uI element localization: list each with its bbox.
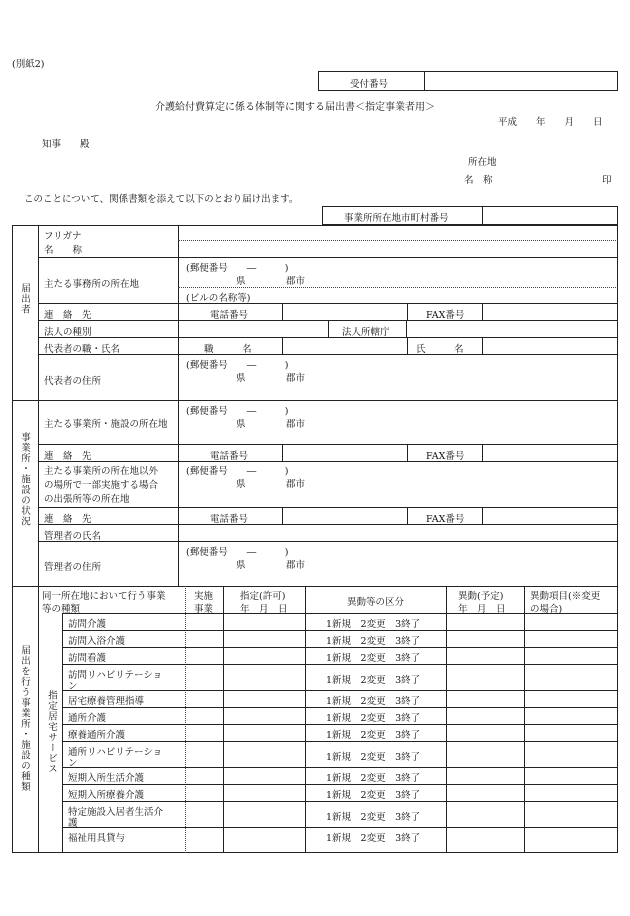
implementation-cell[interactable] [186,742,222,766]
change-item-cell[interactable] [525,725,617,740]
change-date-cell[interactable] [447,828,523,843]
service-name-continued: ン [68,681,78,692]
implementation-cell[interactable] [186,785,222,800]
change-item-cell[interactable] [525,614,617,629]
phone-field-2[interactable] [283,445,406,460]
corp-type-field[interactable] [180,321,327,336]
in-home-services-group-label: 指定居宅サービス [46,690,57,774]
branch-location-label-3: の出張所等の所在地 [44,494,130,505]
district-3: 郡市 [286,419,306,430]
change-type-options[interactable]: 1新規 2変更 3終了 [326,752,421,763]
service-name: 居宅療養管理指導 [68,696,145,707]
col-change-date-1: 異動(予定) [458,591,504,602]
prefecture-3: 県 [236,419,246,430]
implementation-cell[interactable] [186,614,222,629]
rep-address-label: 代表者の住所 [44,376,102,387]
rep-title-label: 職 名 [204,344,252,355]
manager-name-field[interactable] [180,525,616,540]
change-date-cell[interactable] [447,708,523,723]
furigana-label: フリガナ [44,231,82,242]
applicant-name-row-label: 名 称 [44,245,83,256]
designation-date-cell[interactable] [224,742,304,766]
district-2: 郡市 [286,373,306,384]
service-name: 福祉用具貸与 [68,833,126,844]
facility-section-label: 事業所・施設の状況 [19,432,30,527]
change-item-cell[interactable] [525,828,617,843]
postal-code-2: (郵便番号 ― ) [186,360,289,371]
service-name: 訪問リハビリテーショ [68,670,163,681]
change-date-cell[interactable] [447,725,523,740]
postal-code-4: (郵便番号 ― ) [186,466,289,477]
designation-date-cell[interactable] [224,648,304,663]
fax-label-3: FAX番号 [426,514,465,525]
change-item-cell[interactable] [525,691,617,706]
prefecture-1: 県 [236,276,246,287]
change-type-options[interactable]: 1新規 2変更 3終了 [326,636,421,647]
change-type-options[interactable]: 1新規 2変更 3終了 [326,812,421,823]
manager-name-label: 管理者の氏名 [44,531,102,542]
main-office-label: 主たる事務所の所在地 [44,279,140,290]
designation-date-cell[interactable] [224,665,304,689]
building-name-label: (ビルの名称等) [186,293,251,304]
district-5: 郡市 [286,560,306,571]
change-date-cell[interactable] [447,691,523,706]
rep-name-field[interactable] [483,338,617,353]
phone-label-1: 電話番号 [210,310,249,321]
prefecture-4: 県 [236,479,246,490]
col-designation-date-2: 年 月 日 [240,604,288,615]
applicant-section-label: 届出者 [19,283,30,315]
col-implementation-1: 実施 [194,591,214,602]
applicant-name-label: 名 称 [464,175,493,186]
facility-main-address-field[interactable] [180,401,616,443]
fax-field-1[interactable] [483,304,617,319]
col-service-type-1: 同一所在地において行う事業 [42,591,166,602]
phone-label-3: 電話番号 [210,514,249,525]
change-type-options[interactable]: 1新規 2変更 3終了 [326,790,421,801]
change-type-options[interactable]: 1新規 2変更 3終了 [326,696,421,707]
designation-date-cell[interactable] [224,614,304,629]
designation-date-cell[interactable] [224,631,304,646]
service-name: 療養通所介護 [68,730,126,741]
service-name-continued: ン [68,758,78,769]
contact-label-2: 連 絡 先 [44,451,92,462]
manager-address-field[interactable] [180,542,616,585]
fax-label-2: FAX番号 [426,451,465,462]
service-name: 短期入所療養介護 [68,790,145,801]
implementation-cell[interactable] [186,648,222,663]
col-change-date-2: 年 月 日 [458,604,506,615]
col-designation-date-1: 指定(許可) [240,591,286,602]
fax-label-1: FAX番号 [426,310,465,321]
corp-authority-label: 法人所轄庁 [342,327,390,338]
addressee: 知事 殿 [42,139,90,150]
change-date-cell[interactable] [447,631,523,646]
implementation-cell[interactable] [186,802,222,826]
district-4: 郡市 [286,479,306,490]
col-implementation-2: 事業 [194,604,214,615]
designation-date-cell[interactable] [224,802,304,826]
col-service-type-2: 等の種類 [42,604,81,615]
rep-name-label: 氏 名 [416,344,464,355]
change-date-cell[interactable] [447,768,523,783]
services-section-label: 届出を行う事業所・施設の種類 [19,645,30,792]
applicant-name-field[interactable] [180,241,616,256]
facility-main-location-label: 主たる事業所・施設の所在地 [44,419,168,430]
implementation-cell[interactable] [186,725,222,740]
postal-code-1: (郵便番号 ― ) [186,263,289,274]
attachment-label: (別紙2) [12,59,45,70]
branch-address-field[interactable] [180,462,616,506]
branch-location-label-1: 主たる事業所の所在地以外 [44,466,159,477]
rep-address-field[interactable] [180,355,616,399]
service-name: 特定施設入居者生活介 [68,807,164,818]
municipality-number-label: 事業所所在地市町村番号 [344,213,449,224]
service-name: 訪問看護 [68,653,107,664]
change-type-options[interactable]: 1新規 2変更 3終了 [326,675,421,686]
rep-title-field[interactable] [283,338,406,353]
reception-number-field[interactable] [425,72,617,90]
postal-code-5: (郵便番号 ― ) [186,547,289,558]
prefecture-2: 県 [236,373,246,384]
change-date-cell[interactable] [447,648,523,663]
change-date-cell[interactable] [447,665,523,689]
furigana-field[interactable] [180,226,616,239]
municipality-number-field[interactable] [483,207,617,224]
service-name: 訪問入浴介護 [68,636,126,647]
designation-date-cell[interactable] [224,785,304,800]
district-1: 郡市 [286,276,306,287]
designation-date-cell[interactable] [224,768,304,783]
corp-authority-field[interactable] [407,321,617,336]
designation-date-cell[interactable] [224,828,304,843]
service-name: 訪問介護 [68,619,107,630]
change-item-cell[interactable] [525,708,617,723]
manager-address-label: 管理者の住所 [44,562,102,573]
service-name-continued: 護 [68,818,78,829]
applicant-location-label: 所在地 [468,157,497,168]
reception-number-label: 受付番号 [350,79,389,90]
seal-mark: 印 [602,175,612,186]
phone-field-3[interactable] [283,508,406,523]
designation-date-cell[interactable] [224,691,304,706]
change-item-cell[interactable] [525,768,617,783]
change-item-cell[interactable] [525,665,617,689]
change-item-cell[interactable] [525,631,617,646]
change-type-options[interactable]: 1新規 2変更 3終了 [326,713,421,724]
implementation-cell[interactable] [186,708,222,723]
page-title: 介護給付費算定に係る体制等に関する届出書＜指定事業者用＞ [155,102,435,113]
implementation-cell[interactable] [186,665,222,689]
phone-field-1[interactable] [283,304,406,319]
col-change-type: 異動等の区分 [347,597,405,608]
branch-location-label-2: の場所で一部実施する場合 [44,480,159,491]
representative-label: 代表者の職・氏名 [44,344,121,355]
contact-label-1: 連 絡 先 [44,310,92,321]
change-item-cell[interactable] [525,648,617,663]
service-name: 短期入所生活介護 [68,773,145,784]
change-item-cell[interactable] [525,802,617,826]
designation-date-cell[interactable] [224,725,304,740]
phone-label-2: 電話番号 [210,451,249,462]
service-name: 通所リハビリテーショ [68,747,163,758]
implementation-cell[interactable] [186,631,222,646]
fax-field-3[interactable] [483,508,617,523]
service-name: 通所介護 [68,713,107,724]
change-type-options[interactable]: 1新規 2変更 3終了 [326,773,421,784]
change-date-cell[interactable] [447,614,523,629]
date-label: 平成 年 月 日 [498,117,603,128]
change-date-cell[interactable] [447,742,523,766]
postal-code-3: (郵便番号 ― ) [186,406,289,417]
col-change-item-2: の場合) [530,604,563,615]
implementation-cell[interactable] [186,768,222,783]
change-type-options[interactable]: 1新規 2変更 3終了 [326,730,421,741]
intro-text: このことについて、関係書類を添えて以下のとおり届け出ます。 [24,194,299,205]
fax-field-2[interactable] [483,445,617,460]
corp-type-label: 法人の種別 [44,327,92,338]
change-type-options[interactable]: 1新規 2変更 3終了 [326,619,421,630]
designation-date-cell[interactable] [224,708,304,723]
change-type-options[interactable]: 1新規 2変更 3終了 [326,653,421,664]
prefecture-5: 県 [236,560,246,571]
change-date-cell[interactable] [447,802,523,826]
main-office-address-field[interactable] [180,258,616,302]
change-item-cell[interactable] [525,742,617,766]
change-item-cell[interactable] [525,785,617,800]
implementation-cell[interactable] [186,691,222,706]
change-date-cell[interactable] [447,785,523,800]
contact-label-3: 連 絡 先 [44,514,92,525]
change-type-options[interactable]: 1新規 2変更 3終了 [326,833,421,844]
col-change-item-1: 異動項目(※変更 [530,591,601,602]
implementation-cell[interactable] [186,828,222,843]
